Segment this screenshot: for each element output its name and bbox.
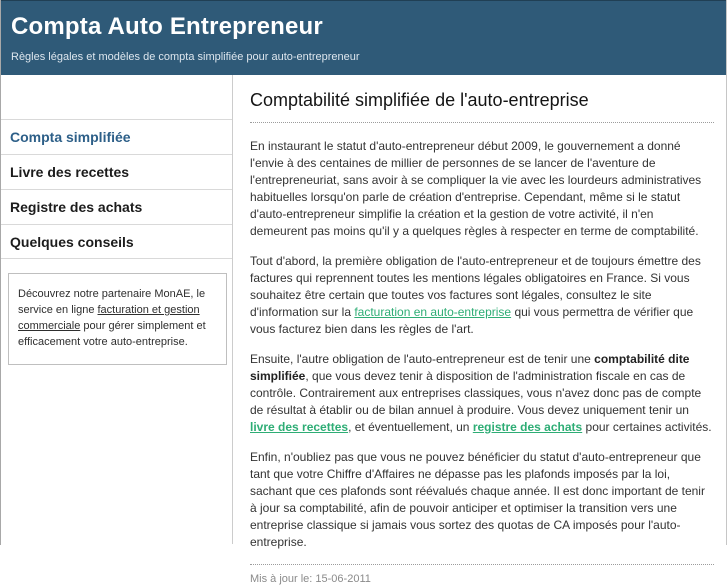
page-title: Comptabilité simplifiée de l'auto-entreprise bbox=[250, 90, 589, 110]
body-text: Tout d'abord, la première obligation de l'auto-entrepreneur et de toujours émettre des factures qui reprennent toutes les mentions légales obligatoires en France. Si vous souhaitez être certain que toutes vos factures sont légales, consultez le site d'information sur la bbox=[250, 254, 701, 319]
sidebar-item-quelques-conseils[interactable]: Quelques conseils bbox=[1, 224, 232, 259]
content-row bbox=[1, 75, 726, 585]
sidebar-item-registre-des-achats[interactable]: Registre des achats bbox=[1, 189, 232, 224]
sidebar bbox=[1, 75, 233, 544]
body-text: En instaurant le statut d'auto-entrepreneur début 2009, le gouvernement a donné l'envie à des centaines de millier de personnes de se lancer de l'aventure de l'entrepreneuriat, sans avoir à se compliquer la vie avec les lourdeurs administratives habituelles lorsqu'on parle de création d'entreprise. Cependant, même si le statut d'auto-entrepreneur simplifie la création et la gestion de votre activité, il n'en demeurent pas moins qu'il y a quelques règles à respecter en terme de comptabilité. bbox=[250, 139, 702, 238]
body-text: qui vous permettra de vérifier que vous facturez bien dans les règles de l'art. bbox=[250, 305, 694, 336]
sidebar-item-livre-des-recettes[interactable]: Livre des recettes bbox=[1, 154, 232, 189]
site-title[interactable]: Compta Auto Entrepreneur bbox=[11, 13, 323, 40]
body-text: , que vous devez tenir à disposition de l'administration fiscale en cas de contrôle. Contrairement aux entreprises classiques, vous n'avez donc pas de compte de résultat à établir ou de bilan annuel à produire. Vous devez uniquement tenir un bbox=[250, 369, 702, 417]
partner-link[interactable]: facturation et gestion commerciale bbox=[18, 304, 200, 332]
bold-text: comptabilité dite simplifiée bbox=[250, 352, 690, 383]
sidebar-nav bbox=[1, 119, 232, 259]
main-content bbox=[233, 75, 726, 585]
partner-text-after: pour gérer simplement et efficacement votre auto-entreprise. bbox=[18, 320, 206, 348]
body-link[interactable]: registre des achats bbox=[472, 420, 583, 434]
paragraph-2 bbox=[250, 253, 714, 338]
body-link[interactable]: facturation en auto-entreprise bbox=[354, 305, 512, 319]
body-text: pour certaines activités. bbox=[582, 420, 712, 434]
title-separator bbox=[250, 122, 714, 123]
site-header bbox=[1, 0, 726, 75]
sidebar-item-compta-simplifiee[interactable]: Compta simplifiée bbox=[1, 119, 232, 154]
body-link[interactable]: livre des recettes bbox=[250, 420, 349, 434]
body-text: , et éventuellement, un bbox=[348, 420, 473, 434]
body-text: Ensuite, l'autre obligation de l'auto-entrepreneur est de tenir une bbox=[250, 352, 595, 366]
partner-box bbox=[8, 273, 227, 365]
site-subtitle: Règles légales et modèles de compta simplifiée pour auto-entrepreneur bbox=[11, 51, 360, 63]
partner-text-before: Découvrez notre partenaire MonAE, le service en ligne bbox=[18, 288, 206, 316]
updated-date: Mis à jour le: 15-06-2011 bbox=[250, 573, 371, 585]
paragraph-1 bbox=[250, 138, 714, 240]
paragraph-3 bbox=[250, 351, 714, 436]
paragraph-4 bbox=[250, 449, 714, 551]
body-text: Enfin, n'oubliez pas que vous ne pouvez bénéficier du statut d'auto-entrepreneur que tant que votre Chiffre d'Affaires ne dépasse pas les plafonds imposés par la loi, sachant que ces plafonds sont réévalués chaque année. Il est donc important de tenir à jour sa comptabilité, afin de pouvoir anticiper et optimiser la transition vers une entreprise classique si jamais vous sortez des quotas de CA imposés pour l'auto-entreprise. bbox=[250, 450, 705, 549]
